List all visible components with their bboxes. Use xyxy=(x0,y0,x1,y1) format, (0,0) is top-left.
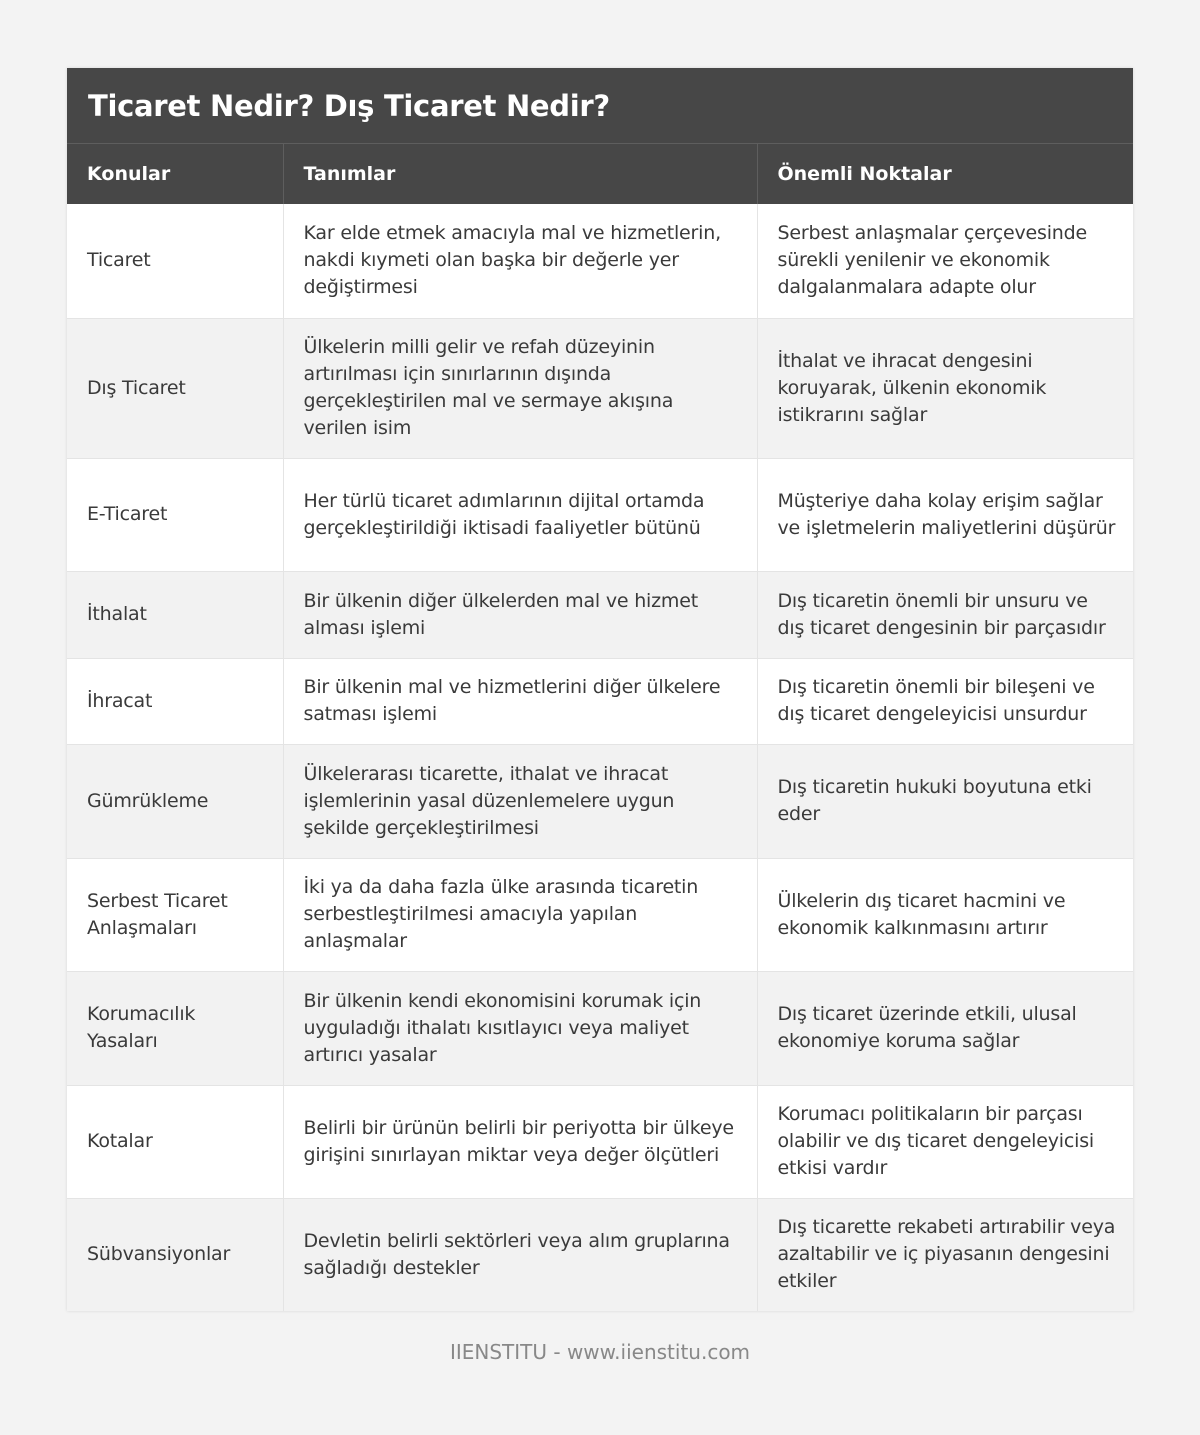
column-header-tanimlar: Tanımlar xyxy=(283,144,757,204)
key-point-cell: Dış ticaretin hukuki boyutuna etki eder xyxy=(757,744,1133,858)
topics-table xyxy=(67,144,1133,1311)
key-point-cell: Dış ticaret üzerinde etkili, ulusal ekonomiye koruma sağlar xyxy=(757,971,1133,1085)
topic-cell: Serbest Ticaret Anlaşmaları xyxy=(67,858,283,971)
title-bar xyxy=(67,68,1133,144)
table-row xyxy=(67,204,1133,318)
table-row xyxy=(67,971,1133,1085)
topic-cell: İhracat xyxy=(67,658,283,744)
definition-cell: İki ya da daha fazla ülke arasında ticaretin serbestleştirilmesi amacıyla yapılan anlaşmalar xyxy=(283,858,757,971)
key-point-cell: Serbest anlaşmalar çerçevesinde sürekli yenilenir ve ekonomik dalgalanmalara adapte olur xyxy=(757,204,1133,318)
definition-cell: Belirli bir ürünün belirli bir periyotta bir ülkeye girişini sınırlayan miktar veya değer ölçütleri xyxy=(283,1085,757,1198)
key-point-cell: Ülkelerin dış ticaret hacmini ve ekonomik kalkınmasını artırır xyxy=(757,858,1133,971)
definition-cell: Ülkelerarası ticarette, ithalat ve ihracat işlemlerinin yasal düzenlemelere uygun şekilde gerçekleştirilmesi xyxy=(283,744,757,858)
key-point-cell: Müşteriye daha kolay erişim sağlar ve işletmelerin maliyetlerini düşürür xyxy=(757,458,1133,571)
footer-credit: IIENSTITU - www.iienstitu.com xyxy=(449,1340,751,1364)
topic-cell: Dış Ticaret xyxy=(67,318,283,458)
topic-cell: Korumacılık Yasaları xyxy=(67,971,283,1085)
key-point-cell: Korumacı politikaların bir parçası olabilir ve dış ticaret dengeleyicisi etkisi vardır xyxy=(757,1085,1133,1198)
key-point-cell: Dış ticaretin önemli bir unsuru ve dış ticaret dengesinin bir parçasıdır xyxy=(757,571,1133,658)
column-header-konular: Konular xyxy=(67,144,283,204)
table-row xyxy=(67,744,1133,858)
definition-cell: Bir ülkenin kendi ekonomisini korumak için uyguladığı ithalatı kısıtlayıcı veya maliyet artırıcı yasalar xyxy=(283,971,757,1085)
table-row xyxy=(67,1085,1133,1198)
topic-cell: Kotalar xyxy=(67,1085,283,1198)
column-header-onemli-noktalar: Önemli Noktalar xyxy=(757,144,1133,204)
table-row xyxy=(67,571,1133,658)
table-row xyxy=(67,658,1133,744)
topic-cell: E-Ticaret xyxy=(67,458,283,571)
definition-cell: Ülkelerin milli gelir ve refah düzeyinin artırılması için sınırlarının dışında gerçekleştirilen mal ve sermaye akışına verilen isim xyxy=(283,318,757,458)
table-card xyxy=(67,68,1133,1311)
key-point-cell: Dış ticaretin önemli bir bileşeni ve dış ticaret dengeleyicisi unsurdur xyxy=(757,658,1133,744)
definition-cell: Devletin belirli sektörleri veya alım gruplarına sağladığı destekler xyxy=(283,1198,757,1311)
definition-cell: Bir ülkenin diğer ülkelerden mal ve hizmet alması işlemi xyxy=(283,571,757,658)
table-header-row xyxy=(67,144,1133,204)
table-row xyxy=(67,1198,1133,1311)
topic-cell: Gümrükleme xyxy=(67,744,283,858)
topic-cell: Sübvansiyonlar xyxy=(67,1198,283,1311)
table-row xyxy=(67,458,1133,571)
page-title: Ticaret Nedir? Dış Ticaret Nedir? xyxy=(88,88,610,123)
key-point-cell: İthalat ve ihracat dengesini koruyarak, ülkenin ekonomik istikrarını sağlar xyxy=(757,318,1133,458)
table-row xyxy=(67,858,1133,971)
definition-cell: Bir ülkenin mal ve hizmetlerini diğer ülkelere satması işlemi xyxy=(283,658,757,744)
definition-cell: Her türlü ticaret adımlarının dijital ortamda gerçekleştirildiği iktisadi faaliyetler bütünü xyxy=(283,458,757,571)
topic-cell: Ticaret xyxy=(67,204,283,318)
definition-cell: Kar elde etmek amacıyla mal ve hizmetlerin, nakdi kıymeti olan başka bir değerle yer değiştirmesi xyxy=(283,204,757,318)
table-row xyxy=(67,318,1133,458)
topic-cell: İthalat xyxy=(67,571,283,658)
key-point-cell: Dış ticarette rekabeti artırabilir veya azaltabilir ve iç piyasanın dengesini etkiler xyxy=(757,1198,1133,1311)
